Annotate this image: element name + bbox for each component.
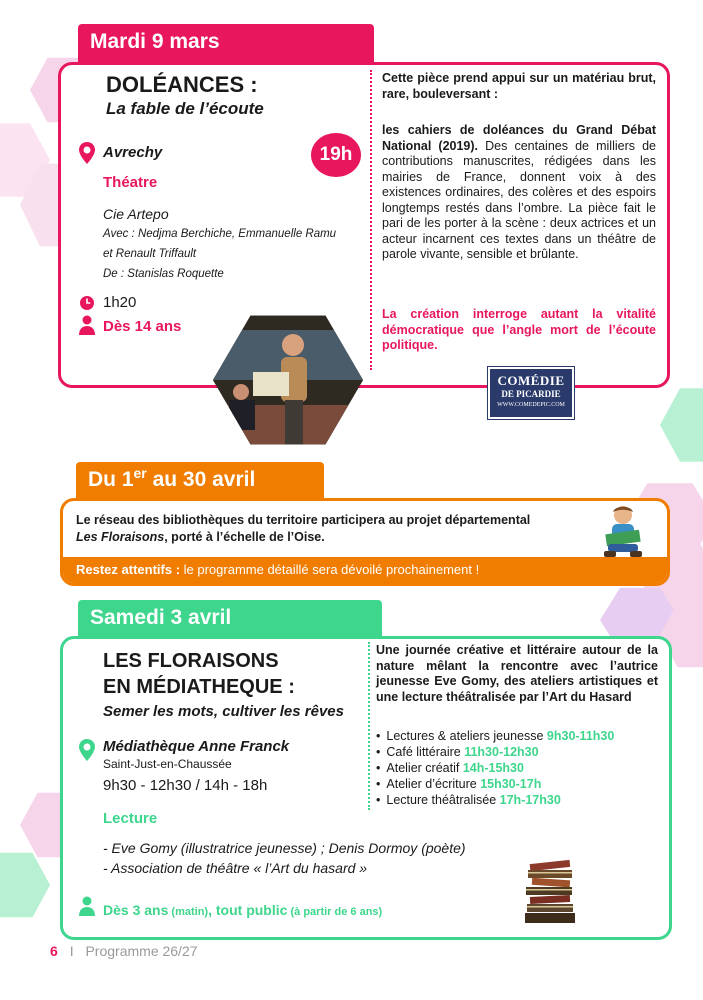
event3-age-small-1: (matin) bbox=[168, 906, 209, 918]
event3-schedule bbox=[376, 728, 658, 808]
event3-title-2: EN MÉDIATHEQUE : bbox=[103, 676, 295, 698]
event1-age: Dès 14 ans bbox=[103, 318, 182, 335]
event1-author: De : Stanislas Roquette bbox=[103, 268, 224, 280]
event3-guest-2: - Association de théâtre « l’Art du hasard » bbox=[103, 860, 368, 876]
event1-cast-1: Avec : Nedjma Berchiche, Emmanuelle Ramu bbox=[103, 228, 337, 240]
event3-place: Médiathèque Anne Franck bbox=[103, 738, 290, 755]
map-pin-icon bbox=[78, 738, 96, 762]
page-number: 6 bbox=[50, 943, 58, 959]
footer-separator: I bbox=[69, 943, 74, 959]
clock-icon bbox=[79, 295, 95, 311]
event1-cast-2: et Renault Triffault bbox=[103, 248, 197, 260]
event2-line2-rest: , porté à l’échelle de l’Oise. bbox=[164, 530, 325, 544]
event2-line1: Le réseau des bibliothèques du territoire participera au projet départemental bbox=[76, 513, 531, 527]
event1-time-badge bbox=[311, 133, 361, 177]
map-pin-icon bbox=[78, 141, 96, 165]
event3-age-small-2: (à partir de 6 ans) bbox=[287, 906, 383, 918]
event1-date: Mardi 9 mars bbox=[90, 30, 220, 53]
event2-date-prefix: Du 1 bbox=[88, 468, 134, 491]
event1-divider bbox=[370, 70, 372, 370]
comedie-picardie-logo bbox=[488, 367, 574, 419]
event2-footer-bold: Restez attentifs : bbox=[76, 562, 181, 577]
footer-label: Programme 26/27 bbox=[85, 943, 198, 959]
event2-date-sup: er bbox=[133, 465, 147, 481]
event1-subtitle: La fable de l’écoute bbox=[106, 99, 264, 118]
event3-date: Samedi 3 avril bbox=[90, 606, 232, 629]
event1-body-text: Des centaines de milliers de contributions manuscrites, rédigées dans les mairies de France, donnent voix à des existences ordinaires, des colères et des espoirs longtemps restés dans l’ombre. La pièce fait le pari de les porter à la scène : deux actrices et un acteur incarnent ces textes dans un théâtre de parole vivante, sensible et brûlante. bbox=[382, 138, 657, 261]
event3-subtitle: Semer les mots, cultiver les rêves bbox=[103, 703, 344, 720]
event3-guest-1: - Eve Gomy (illustratrice jeunesse) ; Denis Dormoy (poète) bbox=[103, 840, 466, 856]
event1-title: DOLÉANCES : bbox=[106, 72, 258, 97]
event3-age bbox=[103, 902, 382, 918]
child-reading-illustration bbox=[598, 504, 648, 565]
logo-line-1: COMÉDIE bbox=[497, 373, 565, 388]
event1-date-tab bbox=[78, 24, 374, 62]
event3-title-1: LES FLORAISONS bbox=[103, 650, 279, 672]
event1-company: Cie Artepo bbox=[103, 206, 169, 222]
book-stack-illustration bbox=[522, 858, 578, 933]
person-icon bbox=[78, 896, 96, 916]
schedule-item: • Lecture théâtralisée 17h-17h30 bbox=[376, 792, 658, 808]
event1-highlight: La création interroge autant la vitalité démocratique que l’angle mort de l’écoute politique. bbox=[382, 307, 656, 352]
event1-body bbox=[382, 123, 656, 263]
person-icon bbox=[78, 315, 96, 335]
event3-age-bold-2: , tout public bbox=[208, 902, 288, 918]
event1-body-bold: les cahiers de doléances du Grand Débat National (2019). bbox=[382, 123, 656, 153]
event3-hours: 9h30 - 12h30 / 14h - 18h bbox=[103, 777, 268, 794]
schedule-item: • Atelier créatif 14h-15h30 bbox=[376, 760, 658, 776]
event3-town: Saint-Just-en-Chaussée bbox=[103, 757, 232, 771]
event2-line2 bbox=[76, 530, 325, 544]
event1-time: 19h bbox=[319, 144, 353, 165]
event3-date-tab bbox=[78, 600, 382, 638]
event3-category: Lecture bbox=[103, 810, 158, 827]
logo-line-2: DE PICARDIE bbox=[501, 389, 561, 399]
decorative-hexagon bbox=[0, 850, 50, 920]
event1-place: Avrechy bbox=[103, 144, 163, 161]
event3-divider bbox=[368, 642, 370, 810]
event3-intro: Une journée créative et littéraire autour de la nature mêlant la rencontre avec l’autrice jeunesse Eve Gomy, des ateliers artistiques et une lecture théâtralisée par l’Art du Hasard bbox=[376, 643, 658, 704]
event2-footer-rest: le programme détaillé sera dévoilé prochainement ! bbox=[180, 562, 480, 577]
event1-category: Théatre bbox=[103, 174, 158, 191]
logo-url: WWW.COMEDEPIC.COM bbox=[497, 402, 565, 408]
event2-line2-italic: Les Floraisons bbox=[76, 530, 165, 544]
schedule-item: • Atelier d’écriture 15h30-17h bbox=[376, 776, 658, 792]
event1-intro: Cette pièce prend appui sur un matériau brut, rare, bouleversant : bbox=[382, 71, 656, 101]
event1-duration: 1h20 bbox=[103, 294, 137, 311]
event2-date-suffix: au 30 avril bbox=[146, 468, 256, 491]
event2-date-tab bbox=[76, 462, 324, 500]
schedule-item: • Lectures & ateliers jeunesse 9h30-11h30 bbox=[376, 728, 658, 744]
event2-footer bbox=[76, 562, 479, 577]
page-footer bbox=[50, 943, 198, 959]
event3-age-bold-1: Dès 3 ans bbox=[103, 902, 169, 918]
decorative-hexagon bbox=[660, 385, 703, 465]
schedule-item: • Café littéraire 11h30-12h30 bbox=[376, 744, 658, 760]
